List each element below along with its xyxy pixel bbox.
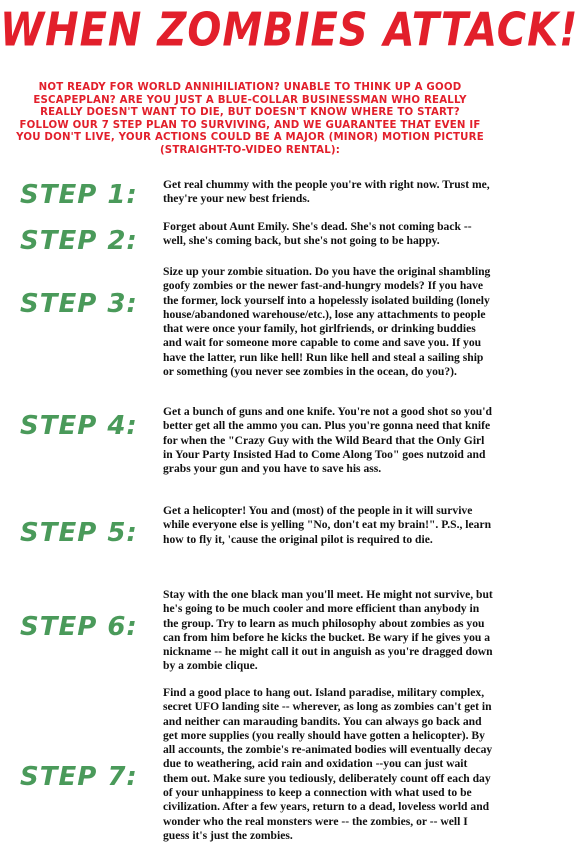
step-label: STEP 5:	[20, 518, 138, 548]
page-title: WHEN ZOMBIES ATTACK!	[0, 4, 578, 57]
step-label: STEP 6:	[20, 612, 138, 642]
step-text: Forget about Aunt Emily. She's dead. She's not coming back -- well, she's coming back, but she's not going to be happy.	[163, 220, 472, 248]
step-text: Get a bunch of guns and one knife. You're not a good shot so you'd better get all the ammo you can. Plus you're gonna need that knife for when the "Crazy Guy with the Wild Beard that the Only Girl in Your Party Insisted Had to Come Along Too" goes nutzoid and grabs your gun and you have to save his ass.	[163, 405, 492, 476]
step-label: STEP 7:	[20, 762, 138, 792]
step-text: Get a helicopter! You and (most) of the people in it will survive while everyone else is yelling "No, don't eat my brain!". P.S., learn how to fly it, 'cause the original pilot is required to die.	[163, 504, 492, 546]
step-text: Size up your zombie situation. Do you have the original shambling goofy zombies or the newer fast-and-hungry models? If you have the former, lock yourself into a hopelessly isolated building (lonely house/abandoned warehouse/etc.), lose any attachments to people that were once your family, hot girlfriends, or drinking buddies and wait for someone more capable to come and save you. If you have the latter, run like hell! Run like hell and steal a sailing ship or something (you never see zombies in the ocean, do you?).	[163, 265, 491, 379]
step-label: STEP 3:	[20, 289, 138, 319]
step-label: STEP 2:	[20, 226, 138, 256]
step-label: STEP 1:	[20, 180, 138, 210]
step-text: Stay with the one black man you'll meet. He might not survive, but he's going to be much cooler and more efficient than anybody in the group. Try to learn as much philosophy about zombies as you can from him before he kicks the bucket. Be wary if he gives you a nickname -- he might call it out in anguish as you're dragged down by a zombie clique.	[163, 588, 493, 673]
intro-paragraph: NOT READY FOR WORLD ANNIHILIATION? UNABLE TO THINK UP A GOOD ESCAPEPLAN? ARE YOU JUST A BLUE-COLLAR BUSINESSMAN WHO REALLY REALLY DOESN'T WANT TO DIE, BUT DOESN'T KNOW WHERE TO START? FOLLOW OUR 7 STEP PLAN TO SURVIVING, AND WE GUARANTEE THAT EVEN IF YOU DON'T LIVE, YOUR ACTIONS COULD BE A MAJOR (MINOR) MOTION PICTURE (STRAIGHT-TO-VIDEO RENTAL):	[16, 82, 484, 156]
step-label: STEP 4:	[20, 411, 138, 441]
step-text: Get real chummy with the people you're with right now. Trust me, they're your new best friends.	[163, 178, 490, 206]
step-text: Find a good place to hang out. Island paradise, military complex, secret UFO landing site -- wherever, as long as zombies can't get in and neither can marauding bandits. You can always go back and get more supplies (you really should have gotten a helicopter). By all accounts, the zombie's re-animated bodies will eventually decay due to weathering, acid rain and oxidation --you can just wait them out. Make sure you tediously, deliberately count off each day of your unhappiness to keep a connection with what used to be civilization. After a few years, return to a dead, loveless world and wonder who the real monsters were -- the zombies, or -- well I guess it's just the zombies.	[163, 686, 493, 842]
